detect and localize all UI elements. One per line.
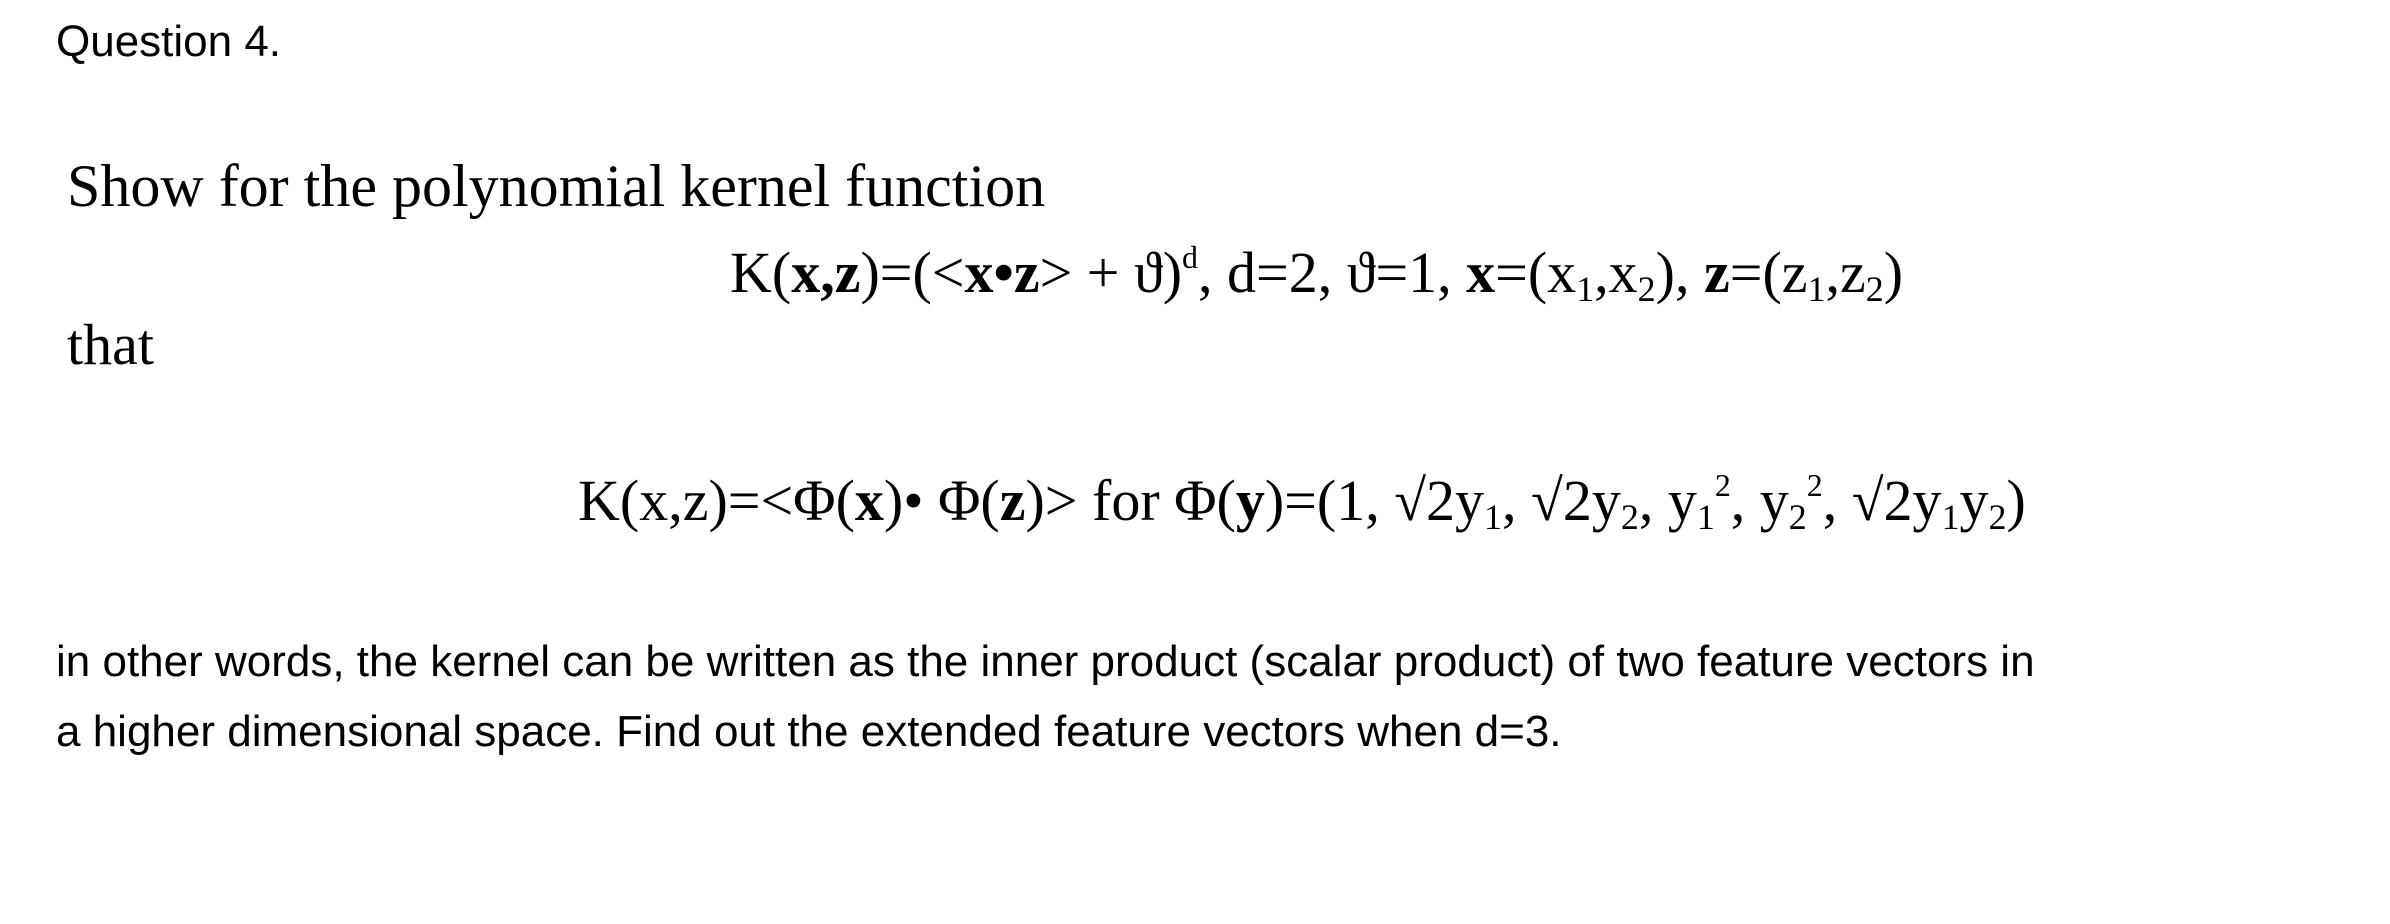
superscript: 2 <box>1714 468 1731 504</box>
formula-part: =(z <box>1729 240 1808 305</box>
conclusion-paragraph <box>56 627 2346 767</box>
subscript: 1 <box>1576 268 1595 309</box>
dot-operator: • <box>993 240 1014 305</box>
formula-part: ) <box>2006 468 2026 533</box>
formula-part: =(x <box>1495 240 1577 305</box>
formula-part: ), <box>1655 240 1704 305</box>
subscript: 2 <box>1988 496 2007 537</box>
theta-symbol: ϑ <box>1134 240 1163 305</box>
subscript: 1 <box>1696 496 1715 537</box>
formula-part: K(x,z)=<Φ( <box>578 468 855 533</box>
formula-part: y <box>1959 468 1989 533</box>
subscript: 1 <box>1807 268 1826 309</box>
vector-z: z <box>999 468 1026 533</box>
formula-part: ,z <box>1825 240 1866 305</box>
conclusion-line-2: a higher dimensional space. Find out the extended feature vectors when d=3. <box>56 707 1562 756</box>
formula-part: , √2y <box>1502 468 1621 533</box>
exponent-d: d <box>1182 240 1198 276</box>
intro-text: Show for the polynomial kernel function <box>67 153 1046 219</box>
formula-part: , d=2, <box>1198 240 1347 305</box>
feature-map-formula <box>578 466 2026 536</box>
subscript: 1 <box>1941 496 1960 537</box>
vector-z: z <box>1013 240 1040 305</box>
theta-symbol: ϑ <box>1346 240 1376 305</box>
that-text: that <box>67 312 154 377</box>
subscript: 1 <box>1484 496 1503 537</box>
kernel-formula <box>730 238 1903 308</box>
formula-part: )=(< <box>860 240 965 305</box>
subscript: 2 <box>1620 496 1639 537</box>
vector-z: z <box>834 240 861 305</box>
formula-part: )> for Φ( <box>1025 468 1236 533</box>
superscript: 2 <box>1806 468 1823 504</box>
vector-x: x <box>791 240 821 305</box>
subscript: 2 <box>1865 268 1884 309</box>
formula-part: )=(1, √2y <box>1264 468 1485 533</box>
formula-part: , √2y <box>1822 468 1942 533</box>
question-title: Question 4. <box>56 17 282 66</box>
formula-part: K( <box>730 240 792 305</box>
subscript: 2 <box>1788 496 1807 537</box>
formula-part: > + <box>1039 240 1134 305</box>
formula-part: , <box>820 240 835 305</box>
vector-x: x <box>854 468 884 533</box>
formula-part: ) <box>1162 240 1183 305</box>
formula-part: =1, <box>1375 240 1467 305</box>
formula-part: , y <box>1638 468 1697 533</box>
vector-z: z <box>1703 240 1730 305</box>
formula-part: , y <box>1730 468 1789 533</box>
vector-x: x <box>1466 240 1496 305</box>
subscript: 2 <box>1637 268 1656 309</box>
vector-y: y <box>1235 468 1265 533</box>
formula-part: ,x <box>1594 240 1638 305</box>
conclusion-line-1: in other words, the kernel can be written as the inner product (scalar product) of two feature vectors in <box>56 637 2035 686</box>
vector-x: x <box>964 240 994 305</box>
formula-part: ) <box>1883 240 1904 305</box>
formula-part: )• Φ( <box>883 468 1000 533</box>
